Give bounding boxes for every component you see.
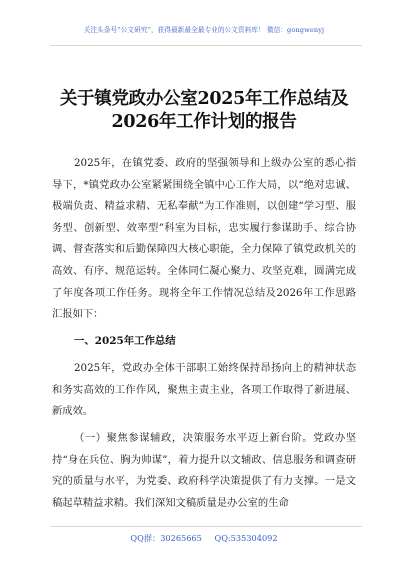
footer xyxy=(0,533,408,544)
qq-text: QQ:535304092 xyxy=(214,533,278,543)
bottom-divider xyxy=(50,526,362,527)
summary-paragraph: 2025年，党政办全体干部职工始终保持昂扬向上的精神状态和务实高效的工作作风，聚焦主责主业，各项工作取得了新进展、新成效。 xyxy=(52,362,356,418)
title-line-2: 2026年工作计划的报告 xyxy=(111,112,297,132)
title-line-1: 关于镇党政办公室2025年工作总结及 xyxy=(59,89,349,109)
top-banner: 关注头条号“公文研究”，获得最新最全最专业的公文资料库！ 微信：gongwenyj xyxy=(83,26,325,34)
qq-group-text: QQ群：30265665 xyxy=(130,533,202,543)
section-heading: 一、2025年工作总结 xyxy=(74,335,176,347)
top-divider xyxy=(50,45,362,46)
subsection-paragraph: （一）聚焦参谋辅政，决策服务水平迈上新台阶。党政办坚持“身在兵位、胸为帅谋”，着力提升以文辅政、信息服务和调查研究的质量与水平，为党委、政府科学决策提供了有力支撑。一是文稿起草精益求精。我们深知文稿质量是办公室的生命 xyxy=(52,432,356,509)
document-title xyxy=(40,88,368,134)
intro-paragraph: 2025年，在镇党委、政府的坚强领导和上级办公室的悉心指导下，*镇党政办公室紧紧围绕全镇中心工作大局，以“绝对忠诚、极端负责、精益求精、无私奉献”为工作准则，以创建“学习型、服务型、创新型、效率型”科室为目标，忠实履行参谋助手、综合协调、督查落实和后勤保障四大核心职能，全力保障了镇党政机关的高效、有序、规范运转。全体同仁凝心聚力、攻坚克难，圆满完成了年度各项工作任务。现将全年工作情况总结及2026年工作思路汇报如下： xyxy=(52,157,356,321)
